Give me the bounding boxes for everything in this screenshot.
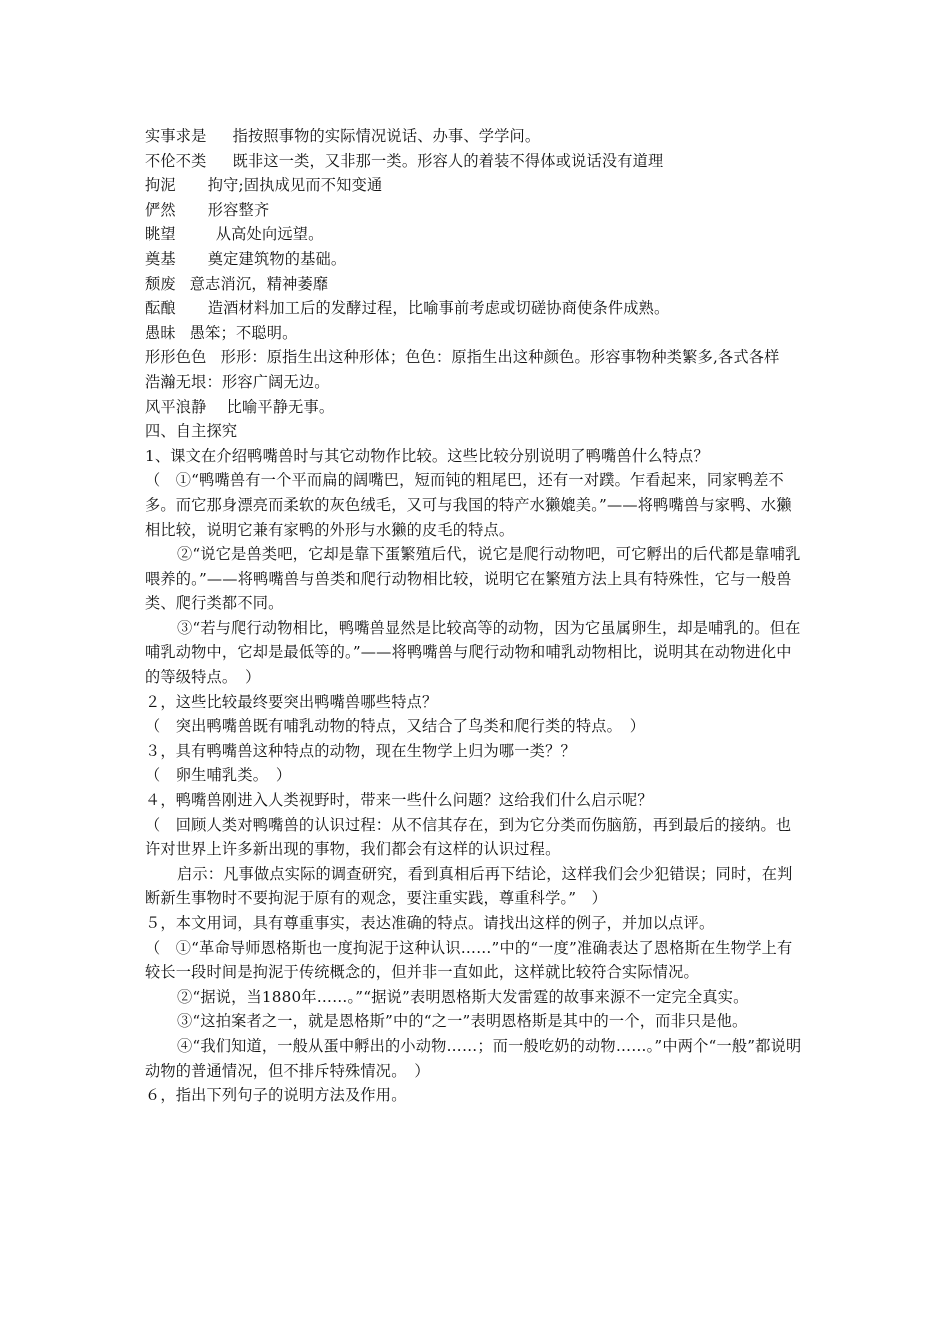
- glossary-entry: [145, 395, 805, 420]
- glossary-definition: 拘守;固执成见而不知变通: [207, 176, 383, 195]
- glossary-entry: [145, 272, 805, 297]
- answer-4-insight-text: 启示：凡事做点实际的调查研究，看到真相后再下结论，这样我们会少犯错误；同时，在判断新生事物时不要拘泥于原有的观念，要注重实践，尊重科学。” ）: [145, 864, 793, 908]
- glossary-entry: [145, 198, 805, 223]
- answer-5-part-4: [145, 1034, 805, 1083]
- answer-1-part-3-text: ③“若与爬行动物相比，鸭嘴兽显然是比较高等的动物，因为它虽属卵生，却是哺乳的。但在哺乳动物中，它却是最低等的。”——将鸭嘴兽与爬行动物和哺乳动物相比，说明其在动物进化中的等级特点。 ）: [145, 618, 801, 687]
- answer-5-part-3: [145, 1009, 805, 1034]
- glossary-term: 愚昧: [145, 323, 176, 342]
- question-2: ２，这些比较最终要突出鸭嘴兽哪些特点？: [145, 692, 438, 711]
- answer-1-part-3: [145, 616, 805, 690]
- glossary-entry: [145, 149, 805, 174]
- glossary-definition: 既非这一类，又非那一类。形容人的着装不得体或说话没有道理: [232, 151, 664, 170]
- glossary-entry: [145, 173, 805, 198]
- glossary-entry: [145, 345, 805, 370]
- answer-1-part-1: （ ①“鸭嘴兽有一个平而扁的阔嘴巴，短而钝的粗尾巴，还有一对蹼。乍看起来，同家鸭差不多。而它那身漂亮而柔软的灰色绒毛，又可与我国的特产水獭媲美。”——将鸭嘴兽与家鸭、水獭相比较，说明它兼有家鸭的外形与水獭的皮毛的特点。: [145, 471, 792, 539]
- glossary-term: 俨然: [145, 200, 176, 219]
- glossary-definition: 从高处向远望。: [215, 225, 324, 244]
- section-heading: 四、自主探究: [145, 422, 238, 441]
- question-1: 1、课文在介绍鸭嘴兽时与其它动物作比较。这些比较分别说明了鸭嘴兽什么特点？: [145, 446, 709, 465]
- answer-1-part-2-text: ②“说它是兽类吧，它却是靠下蛋繁殖后代，说它是爬行动物吧，可它孵出的后代都是靠哺乳喂养的。”——将鸭嘴兽与兽类和爬行动物相比较，说明它在繁殖方法上具有特殊性，它与一般兽类、爬行类都不同。: [145, 545, 801, 613]
- glossary-definition: 意志消沉，精神萎靡: [189, 274, 329, 293]
- glossary-definition: 造酒材料加工后的发酵过程，比喻事前考虑或切磋协商使条件成熟。: [207, 299, 670, 318]
- glossary-definition: 愚笨；不聪明。: [189, 323, 298, 342]
- document-body: [145, 124, 805, 1108]
- glossary-entry: [145, 370, 805, 395]
- question-4: ４，鸭嘴兽刚进入人类视野时，带来一些什么问题？这给我们什么启示呢？: [145, 791, 653, 810]
- glossary-entry: [145, 222, 805, 247]
- answer-5-part-4-text: ④“我们知道，一般从蛋中孵出的小动物……；而一般吃奶的动物……。”中两个“一般”都说明动物的普通情况，但不排斥特殊情况。 ）: [145, 1036, 802, 1080]
- glossary-definition: 比喻平静无事。: [226, 397, 335, 416]
- glossary-entry: [145, 124, 805, 149]
- glossary-entry: [145, 296, 805, 321]
- glossary-term: 拘泥: [145, 176, 176, 195]
- answer-4: （ 回顾人类对鸭嘴兽的认识过程：从不信其存在，到为它分类而伤脑筋，再到最后的接纳。也许对世界上许多新出现的事物，我们都会有这样的认识过程。: [145, 815, 792, 859]
- answer-2: （ 突出鸭嘴兽既有哺乳动物的特点，又结合了鸟类和爬行类的特点。 ）: [145, 717, 646, 736]
- glossary-entry: [145, 321, 805, 346]
- glossary-term: 奠基: [145, 249, 176, 268]
- glossary-definition: 形形：原指生出这种形体；色色：原指生出这种颜色。形容事物种类繁多,各式各样: [220, 348, 780, 367]
- glossary-entry: [145, 247, 805, 272]
- answer-4-insight: [145, 862, 805, 911]
- question-6: ６，指出下列句子的说明方法及作用。: [145, 1086, 407, 1105]
- question-5: ５，本文用词，具有尊重事实，表达准确的特点。请找出这样的例子，并加以点评。: [145, 914, 715, 932]
- glossary-term: 酝酿: [145, 299, 176, 318]
- answer-5-part-2-text: ②“据说，当1880年……。”“据说”表明恩格斯大发雷霆的故事来源不一定完全真实。: [177, 987, 749, 1006]
- glossary-definition: 形容整齐: [207, 200, 270, 219]
- glossary-definition: 形容广阔无边。: [221, 372, 330, 391]
- glossary-term: 形形色色: [145, 348, 207, 367]
- answer-5-part-2: [145, 985, 805, 1010]
- glossary-definition: 指按照事物的实际情况说话、办事、学学问。: [232, 127, 541, 145]
- glossary-term: 颓废: [145, 274, 176, 293]
- glossary: [145, 124, 805, 419]
- answer-5-part-3-text: ③“这拍案者之一，就是恩格斯”中的“之一”表明恩格斯是其中的一个，而非只是他。: [177, 1012, 748, 1031]
- glossary-term: 不伦不类: [145, 151, 207, 170]
- question-3: ３，具有鸭嘴兽这种特点的动物，现在生物学上归为哪一类？？: [145, 741, 576, 760]
- glossary-term: 浩瀚无垠：: [145, 372, 222, 391]
- glossary-term: 风平浪静: [145, 397, 207, 416]
- glossary-definition: 奠定建筑物的基础。: [207, 249, 347, 268]
- glossary-term: 实事求是: [145, 127, 207, 145]
- answer-3: （ 卵生哺乳类。 ）: [145, 766, 292, 785]
- answer-5-part-1: （ ①“革命导师恩格斯也一度拘泥于这种认识……”中的“一度”准确表达了恩格斯在生物学上有较长一段时间是拘泥于传统概念的，但并非一直如此，这样就比较符合实际情况。: [145, 938, 793, 982]
- glossary-term: 眺望: [145, 225, 176, 244]
- answer-1-part-2: [145, 542, 805, 616]
